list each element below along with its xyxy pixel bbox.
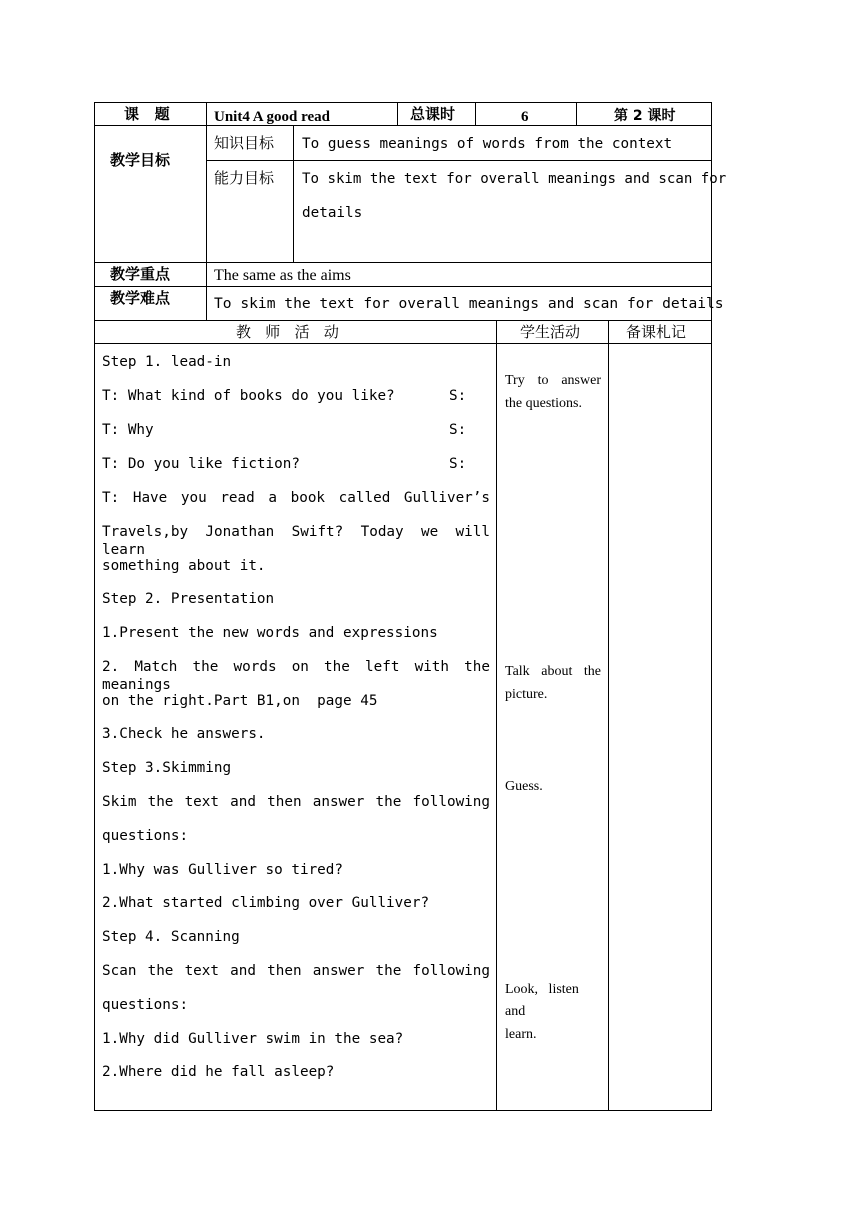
student-note: learn.	[505, 1027, 537, 1042]
teacher-line: on the right.Part B1,on page 45	[102, 693, 378, 709]
student-note: the questions.	[505, 396, 582, 411]
teacher-line: Step 2. Presentation	[102, 591, 275, 607]
knowledge-aim-label: 知识目标	[214, 134, 275, 152]
student-note: and	[505, 1004, 526, 1019]
student-note: picture.	[505, 687, 548, 702]
unit-title: Unit4 A good read	[214, 109, 330, 125]
teacher-line: Step 1. lead-in	[102, 354, 232, 370]
teacher-line: 3.Check he answers.	[102, 726, 266, 742]
teacher-line: 1.Why did Gulliver swim in the sea?	[102, 1031, 404, 1047]
ability-aim-text-line2: details	[302, 205, 363, 221]
rule-student-col	[496, 320, 497, 1110]
difficulty-label: 教学难点	[110, 289, 171, 307]
period-label: 第 2 课时	[614, 108, 676, 124]
rule-header-bottom	[94, 125, 712, 126]
teacher-line: 2.What started climbing over Gulliver?	[102, 895, 430, 911]
knowledge-aim-text: To guess meanings of words from the context	[302, 136, 673, 152]
aims-label: 教学目标	[110, 151, 171, 169]
notes-header: 备课札记	[626, 323, 687, 341]
rule-left	[94, 102, 95, 1111]
rule-bottom	[94, 1110, 712, 1111]
rule-knowledge-bottom	[206, 160, 712, 161]
ability-aim-label: 能力目标	[214, 169, 275, 187]
teacher-line: 2. Match the words on the left with the meanings	[102, 659, 490, 693]
rule-aims-bottom	[94, 262, 712, 263]
rule-right	[711, 102, 712, 1111]
rule-columns-bottom	[94, 343, 712, 344]
total-periods-value: 6	[521, 109, 529, 125]
student-note: Look, listen	[505, 982, 579, 997]
student-note: Try to answer	[505, 373, 601, 388]
rule-header-sep-2	[475, 102, 476, 125]
teacher-line: 1.Present the new words and expressions	[102, 625, 438, 641]
key-point-text: The same as the aims	[214, 267, 351, 284]
rule-header-sep-1	[397, 102, 398, 125]
student-note: Guess.	[505, 779, 543, 794]
teacher-line: 2.Where did he fall asleep?	[102, 1064, 335, 1080]
rule-sublabel-col	[293, 125, 294, 262]
teacher-line: T: What kind of books do you like?	[102, 388, 395, 404]
rule-notes-col	[608, 320, 609, 1110]
teacher-line: questions:	[102, 997, 189, 1013]
difficulty-text: To skim the text for overall meanings and scan for details	[214, 295, 724, 312]
teacher-line: Step 4. Scanning	[102, 929, 240, 945]
key-point-label: 教学重点	[110, 265, 171, 283]
student-answer-marker: S:	[449, 422, 467, 438]
total-periods-label: 总课时	[410, 105, 456, 123]
rule-keypoint-bottom	[94, 286, 712, 287]
teacher-line: questions:	[102, 828, 189, 844]
teacher-line: T: Do you like fiction?	[102, 456, 300, 472]
teacher-activity-header: 教 师 活 动	[236, 323, 339, 341]
teacher-line: T: Have you read a book called Gulliver’s	[102, 490, 490, 506]
rule-label-col	[206, 102, 207, 320]
rule-header-sep-3	[576, 102, 577, 125]
teacher-line: Skim the text and then answer the following	[102, 794, 490, 810]
student-note: Talk about the	[505, 664, 601, 679]
rule-difficulty-bottom	[94, 320, 712, 321]
teacher-line: Travels,by Jonathan Swift? Today we will learn	[102, 524, 490, 558]
teacher-line: Step 3.Skimming	[102, 760, 232, 776]
teacher-line: Scan the text and then answer the following	[102, 963, 490, 979]
teacher-line: something about it.	[102, 558, 266, 574]
student-answer-marker: S:	[449, 456, 467, 472]
ability-aim-text-line1: To skim the text for overall meanings and scan for	[302, 171, 727, 187]
student-answer-marker: S:	[449, 388, 467, 404]
teacher-line: 1.Why was Gulliver so tired?	[102, 862, 344, 878]
teacher-line: T: Why	[102, 422, 154, 438]
rule-top	[94, 102, 712, 103]
student-activity-header: 学生活动	[520, 323, 581, 341]
course-label: 课 题	[124, 105, 170, 123]
